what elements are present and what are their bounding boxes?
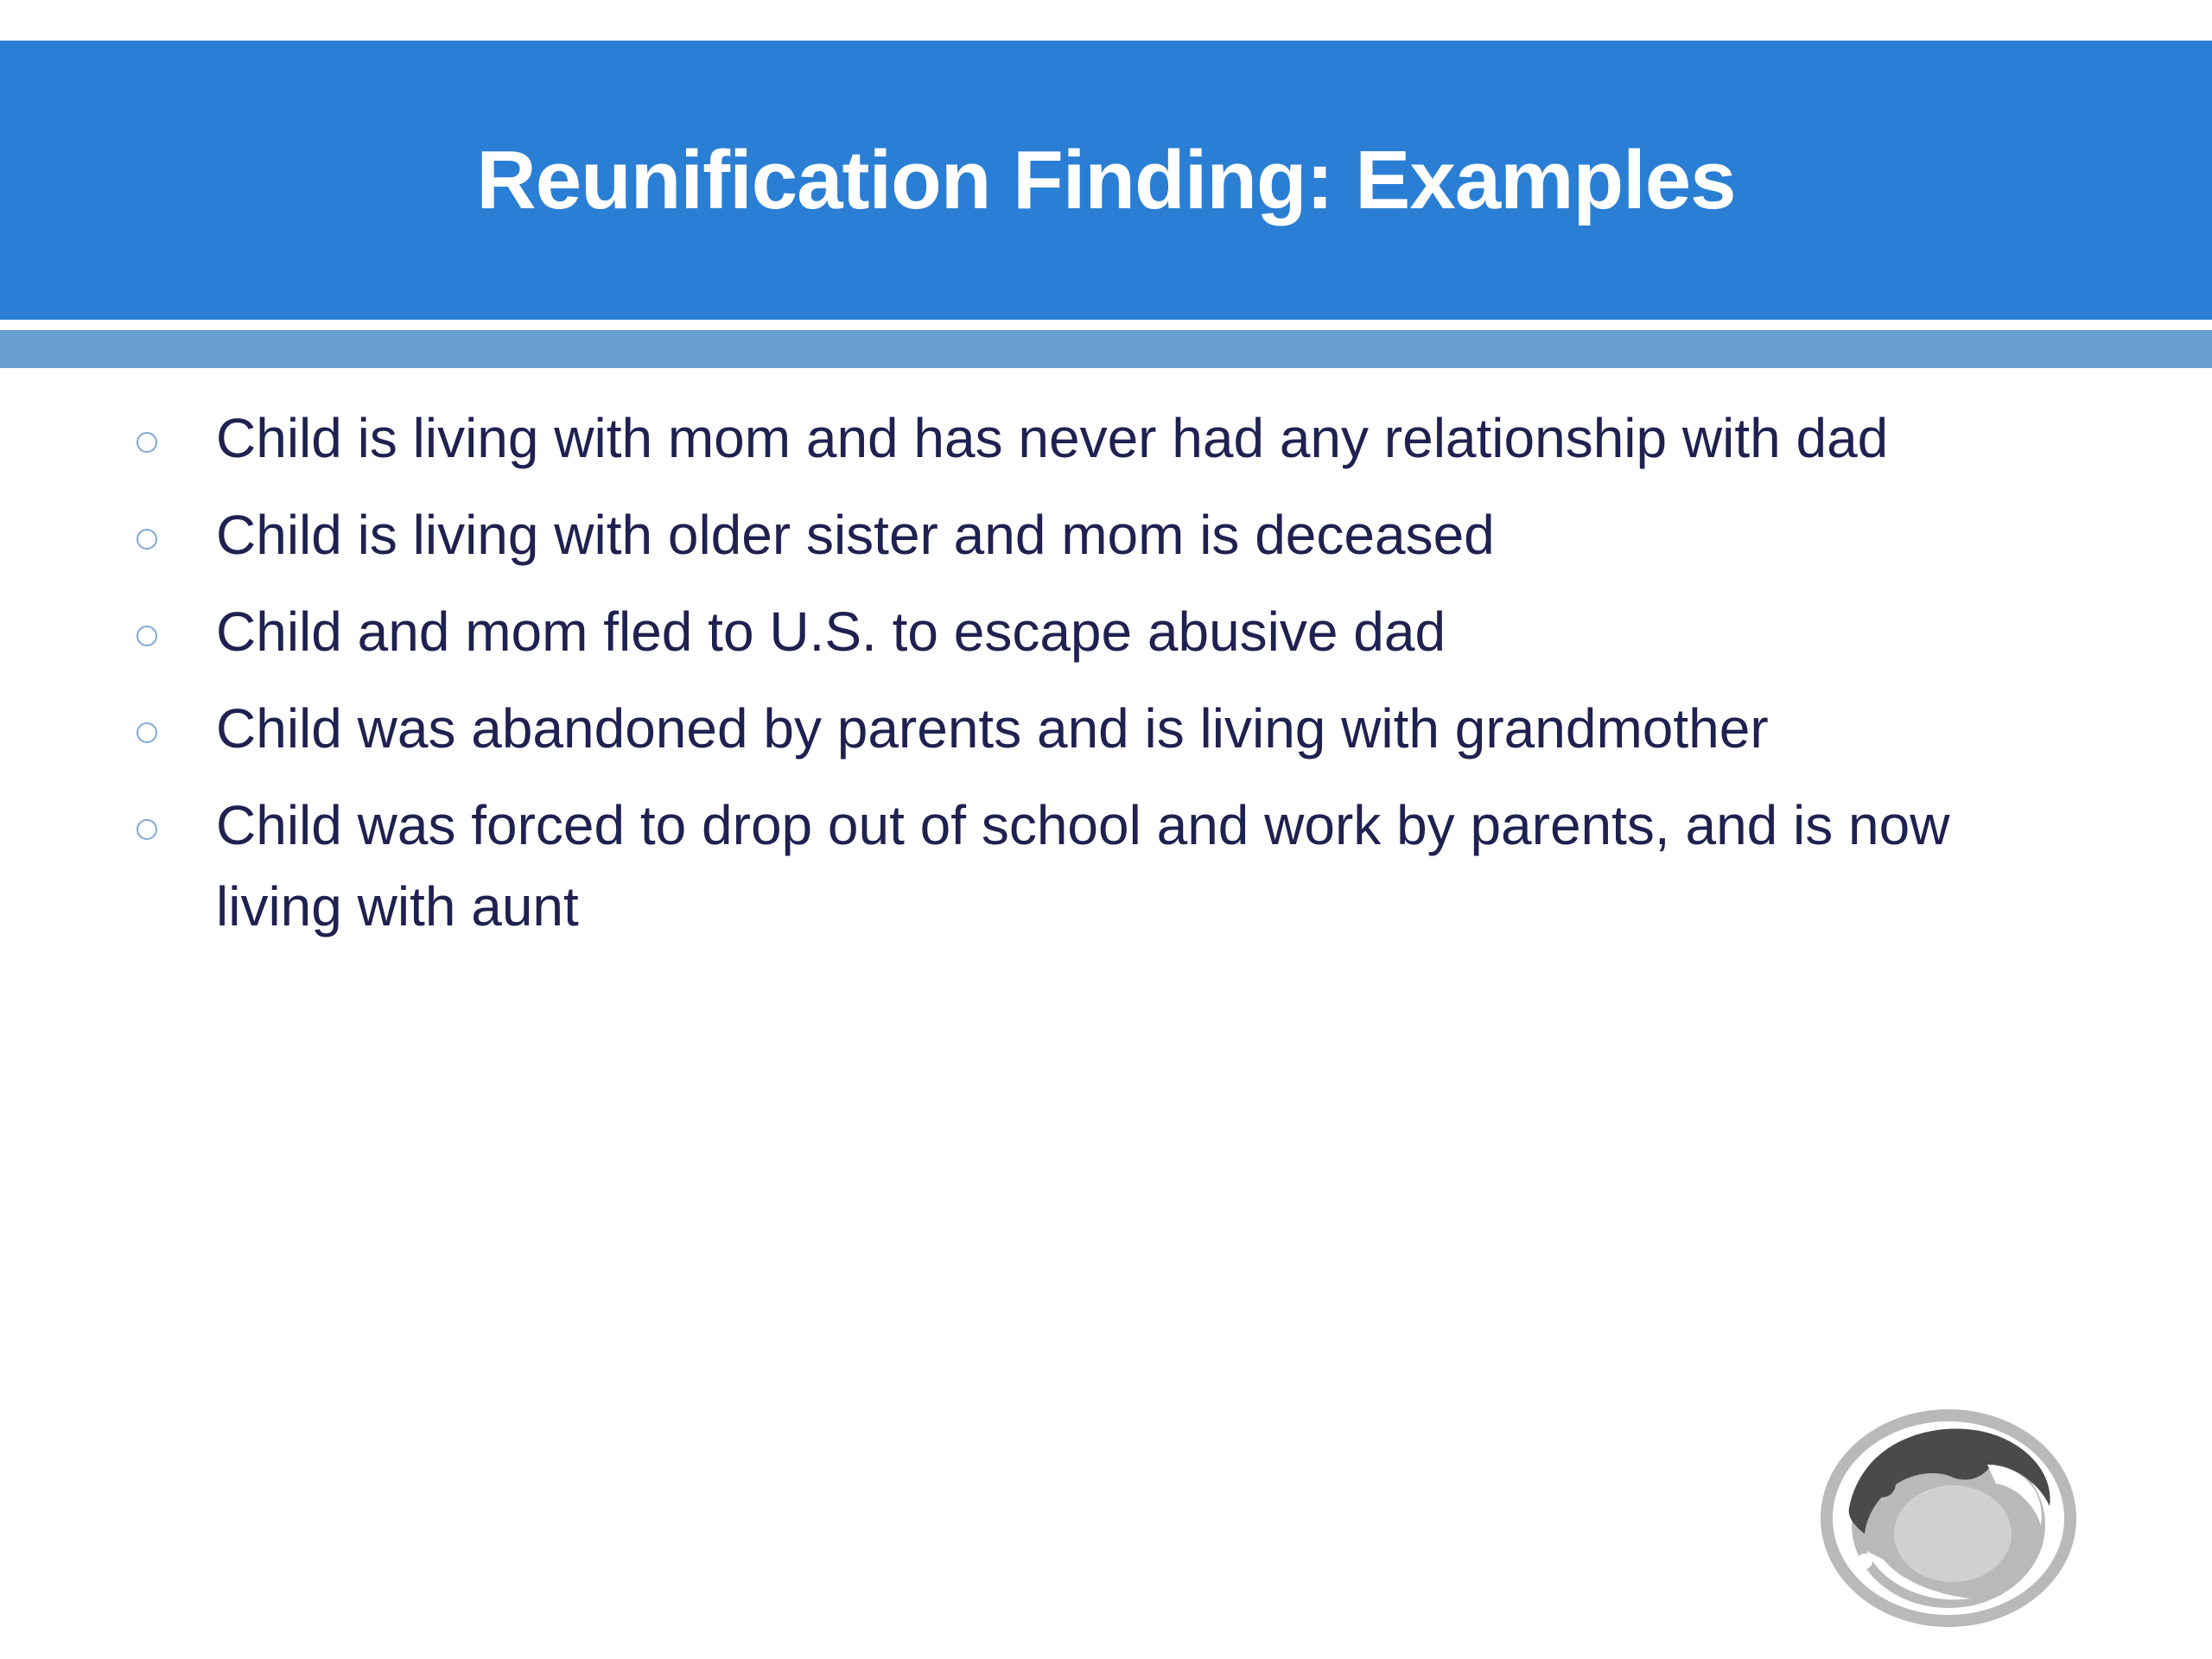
bullet-text: Child was abandoned by parents and is living with grandmother	[216, 697, 1769, 760]
bullet-item	[130, 494, 2074, 575]
hollow-circle-bullet-icon	[137, 529, 157, 550]
title-bar	[0, 41, 2212, 320]
hollow-circle-bullet-icon	[137, 626, 157, 646]
accent-strip	[0, 330, 2212, 368]
slide-title: Reunification Finding: Examples	[476, 133, 1736, 226]
bullet-item	[130, 591, 2074, 672]
hollow-circle-bullet-icon	[137, 432, 157, 453]
bullet-item	[130, 785, 2074, 947]
organization-logo-icon	[1815, 1404, 2082, 1633]
bullet-item	[130, 688, 2074, 769]
bullet-text: Child was forced to drop out of school and work by parents, and is now living with aunt	[216, 794, 1950, 938]
hollow-circle-bullet-icon	[137, 722, 157, 743]
bullet-text: Child and mom fled to U.S. to escape abusive dad	[216, 601, 1446, 663]
bullet-text: Child is living with older sister and mom is deceased	[216, 504, 1495, 566]
bullet-list	[130, 397, 2074, 963]
bullet-item	[130, 397, 2074, 479]
bullet-text: Child is living with mom and has never had any relationship with dad	[216, 407, 1889, 469]
hollow-circle-bullet-icon	[137, 819, 157, 840]
